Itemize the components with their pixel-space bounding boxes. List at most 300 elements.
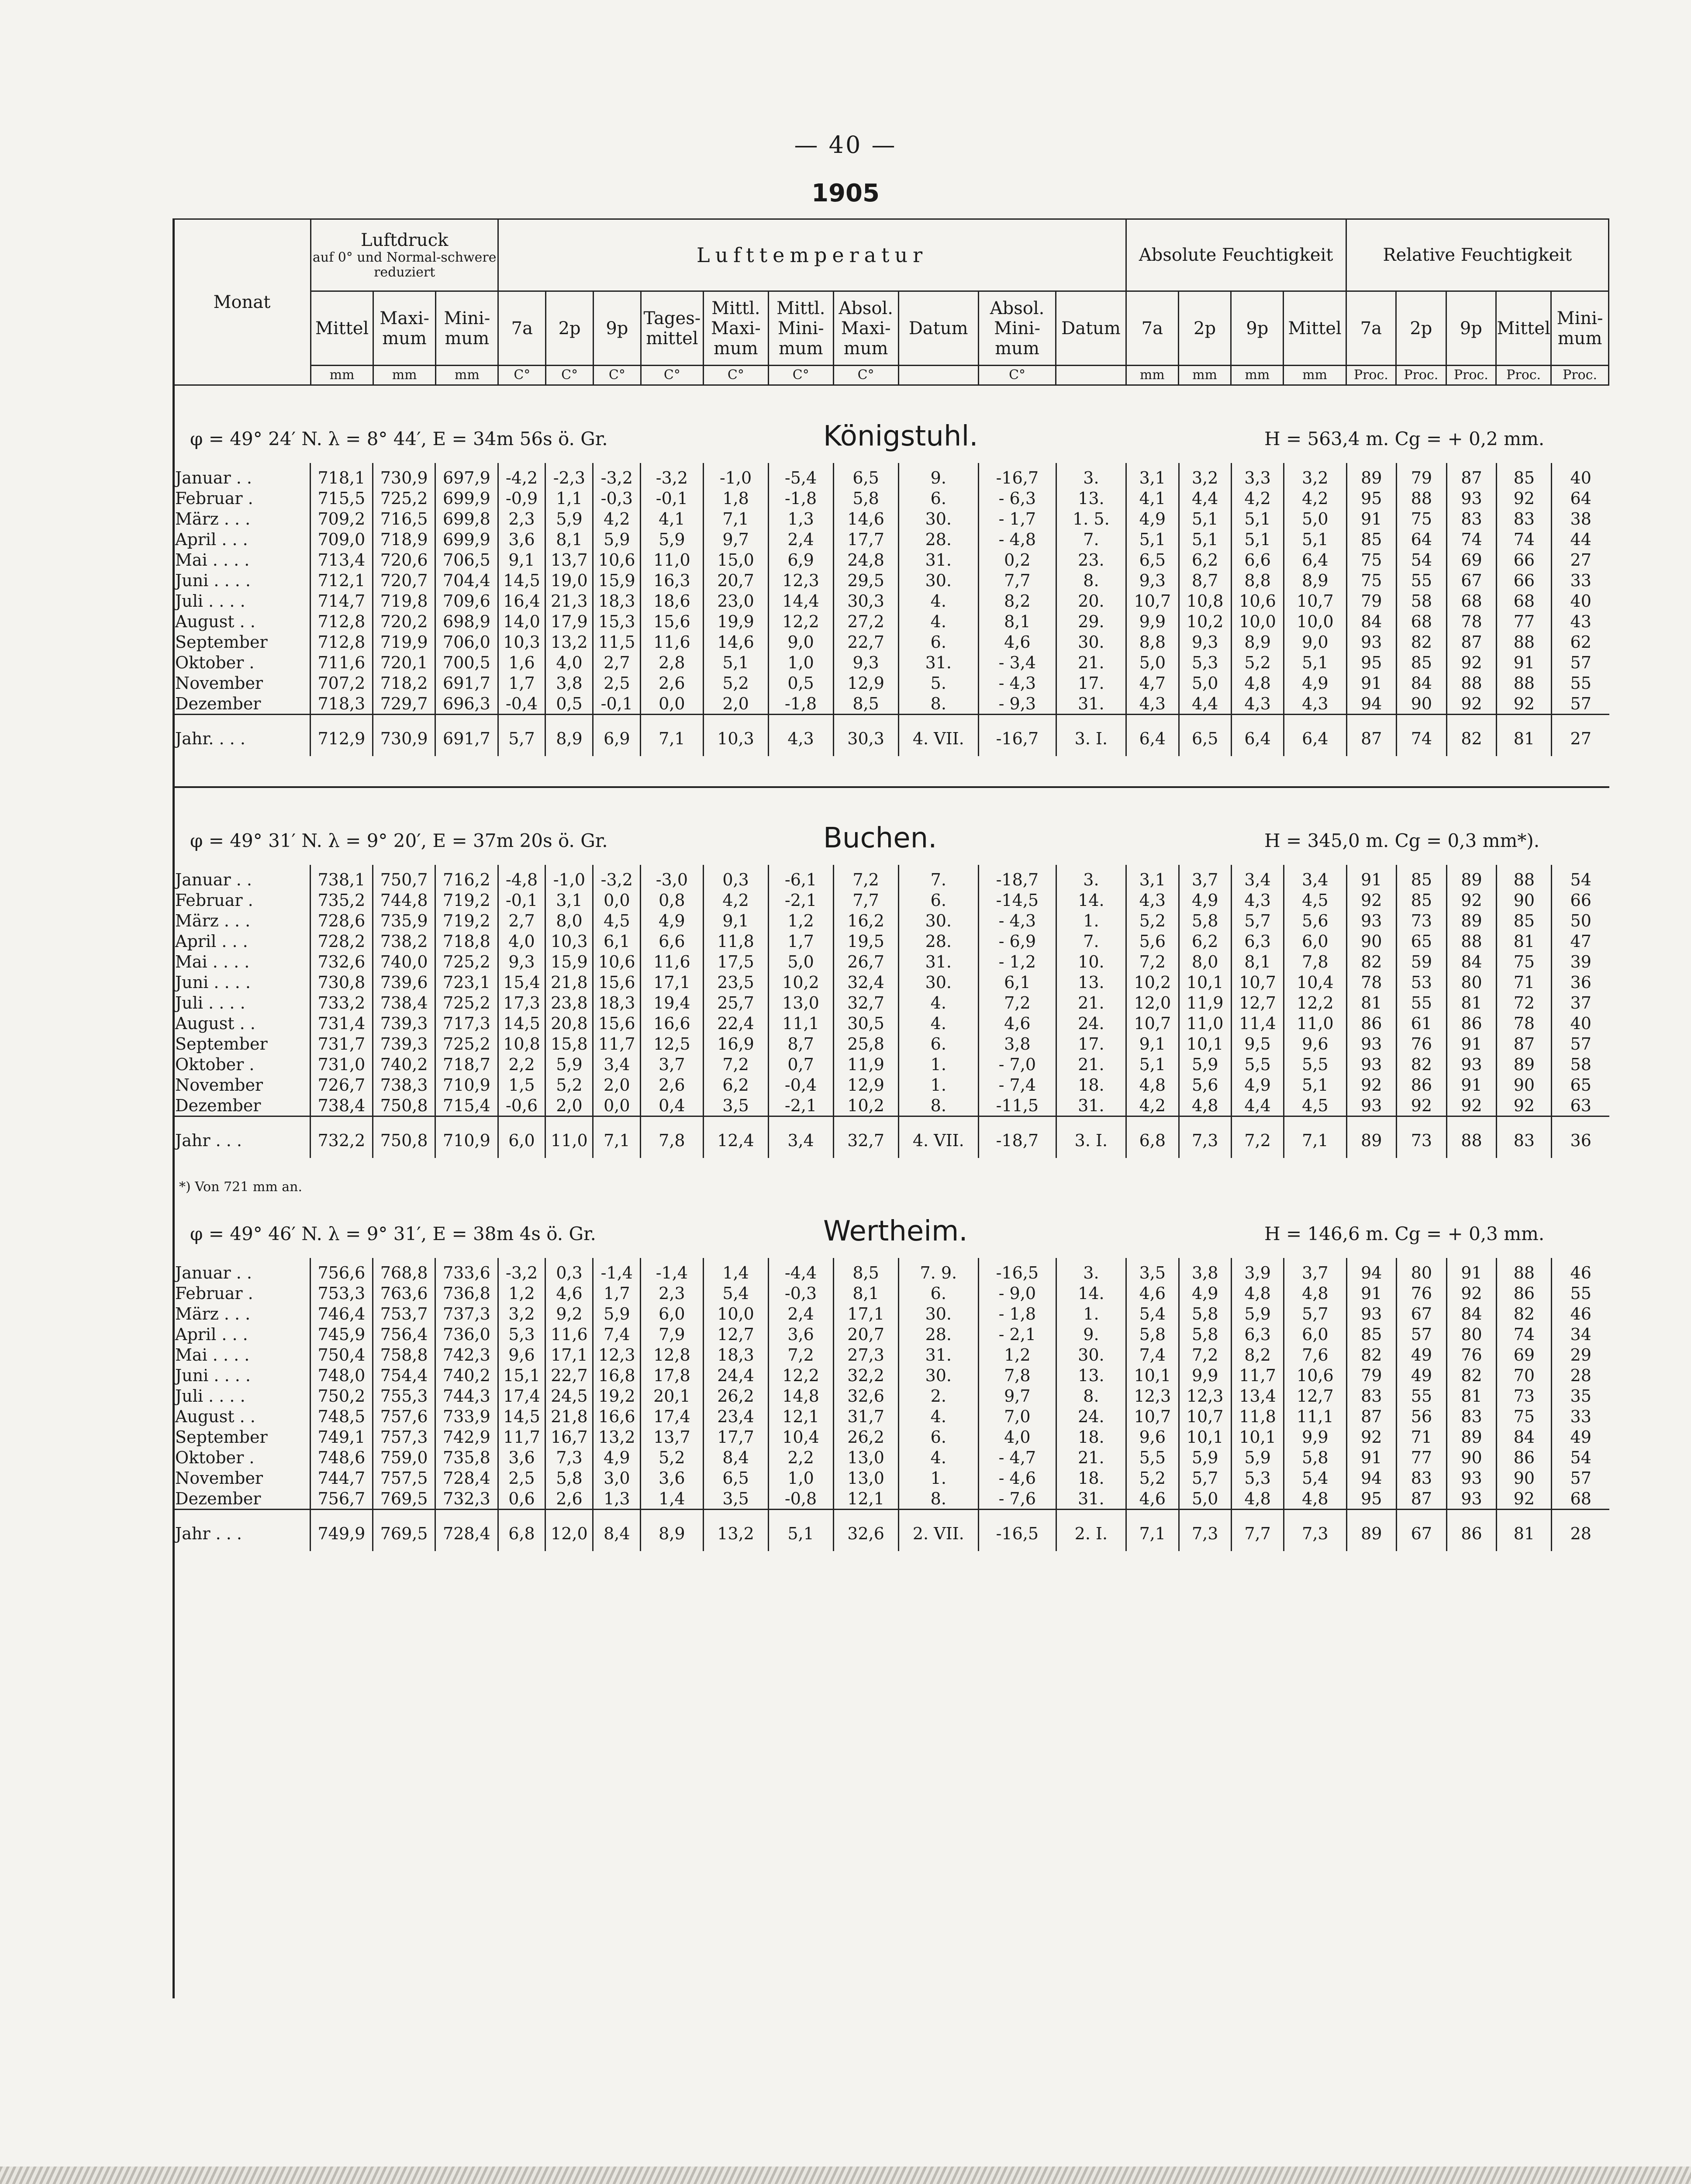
month-row: [173, 910, 1609, 931]
data-cell: 1,3: [768, 508, 833, 529]
data-cell: 699,9: [435, 488, 498, 508]
data-cell: 9,1: [498, 549, 545, 570]
data-cell: 7,1: [1284, 1116, 1346, 1158]
station-height: H = 563,4 m. Cg = + 0,2 mm.: [1264, 428, 1545, 449]
data-cell: 31.: [898, 951, 978, 972]
data-cell: 15,3: [593, 611, 641, 632]
data-cell: 14.: [1056, 1283, 1126, 1303]
data-cell: 8,2: [978, 591, 1056, 611]
data-cell: 94: [1346, 693, 1397, 715]
data-cell: 5,5: [1284, 1054, 1346, 1075]
data-cell: 3,1: [545, 890, 593, 910]
data-cell: 77: [1497, 611, 1552, 632]
unit-c-1: C°: [498, 366, 546, 385]
data-cell: 3,3: [1231, 463, 1284, 488]
data-cell: 37: [1552, 992, 1609, 1013]
data-cell: 19,4: [641, 992, 703, 1013]
data-cell: 74: [1497, 1324, 1552, 1344]
data-cell: 10,7: [1126, 591, 1179, 611]
data-cell: 2,8: [641, 652, 703, 673]
data-cell: 4,2: [1231, 488, 1284, 508]
data-cell: 54: [1552, 1447, 1609, 1468]
data-cell: - 9,3: [978, 693, 1056, 715]
data-cell: 3,6: [498, 1447, 545, 1468]
data-cell: 4,5: [593, 910, 641, 931]
data-cell: 11,0: [545, 1116, 593, 1158]
data-cell: 10,6: [1284, 1365, 1346, 1386]
month-row: [173, 1054, 1609, 1075]
data-cell: 0,4: [641, 1095, 703, 1116]
data-cell: 28: [1552, 1365, 1609, 1386]
data-cell: 704,4: [435, 570, 498, 591]
data-cell: 720,2: [373, 611, 435, 632]
data-cell: 85: [1397, 865, 1447, 890]
data-cell: 83: [1497, 1116, 1552, 1158]
data-cell: 5,5: [1126, 1447, 1179, 1468]
data-cell: 31.: [1056, 1488, 1126, 1510]
data-cell: 57: [1552, 1468, 1609, 1488]
data-cell: 748,0: [310, 1365, 373, 1386]
data-cell: 6,5: [833, 463, 898, 488]
data-cell: 64: [1397, 529, 1447, 549]
data-cell: 7,7: [1231, 1510, 1284, 1552]
data-cell: 0,0: [593, 1095, 641, 1116]
month-row: [173, 992, 1609, 1013]
data-cell: 3,2: [1179, 463, 1231, 488]
data-cell: 714,7: [310, 591, 373, 611]
station-name: Buchen.: [823, 822, 937, 854]
data-cell: - 6,9: [978, 931, 1056, 951]
data-cell: 12,1: [833, 1488, 898, 1510]
data-cell: 87: [1446, 463, 1497, 488]
data-cell: -0,3: [768, 1283, 833, 1303]
data-cell: 7,2: [1231, 1116, 1284, 1158]
data-cell: 84: [1346, 611, 1397, 632]
data-cell: 76: [1397, 1033, 1447, 1054]
month-row: [173, 972, 1609, 992]
data-cell: -2,1: [768, 890, 833, 910]
data-cell: 6,0: [641, 1303, 703, 1324]
data-cell: 40: [1552, 1013, 1609, 1033]
data-cell: 12,9: [833, 1075, 898, 1095]
data-cell: 87: [1446, 632, 1497, 652]
month-label: Mai . . . .: [175, 550, 250, 570]
data-cell: 4,8: [1231, 1283, 1284, 1303]
data-cell: 66: [1497, 570, 1552, 591]
data-cell: 21.: [1056, 1054, 1126, 1075]
data-cell: 11,0: [1179, 1013, 1231, 1033]
data-cell: 86: [1346, 1013, 1397, 1033]
data-cell: 7,1: [1126, 1510, 1179, 1552]
month-label: Februar .: [175, 488, 253, 508]
month-row: [173, 865, 1609, 890]
data-cell: 10,1: [1126, 1365, 1179, 1386]
header-rf-9p: 9p: [1446, 291, 1496, 366]
station-section: [173, 1206, 1609, 1551]
data-cell: 25,8: [833, 1033, 898, 1054]
data-cell: 4,3: [1231, 890, 1284, 910]
data-cell: 80: [1397, 1258, 1447, 1283]
data-cell: 87: [1397, 1488, 1447, 1510]
data-cell: 80: [1446, 972, 1497, 992]
data-cell: 5,8: [1179, 910, 1231, 931]
data-cell: 1,5: [498, 1075, 545, 1095]
data-cell: 5,0: [1126, 652, 1179, 673]
month-label: März . . .: [175, 911, 251, 930]
data-cell: 90: [1446, 1447, 1497, 1468]
data-cell: 12,0: [545, 1510, 593, 1552]
data-cell: 6,3: [1231, 931, 1284, 951]
header-monat: Monat: [173, 219, 311, 385]
data-cell: 1,2: [978, 1344, 1056, 1365]
data-cell: 709,2: [310, 508, 373, 529]
month-label: Dezember: [175, 694, 261, 713]
data-cell: 732,6: [310, 951, 373, 972]
data-cell: 5,1: [1126, 529, 1179, 549]
data-cell: 17.: [1056, 673, 1126, 693]
data-cell: 4,9: [1284, 673, 1346, 693]
data-cell: 6,0: [1284, 931, 1346, 951]
data-cell: 69: [1446, 549, 1497, 570]
data-cell: 11,7: [498, 1427, 545, 1447]
data-cell: 13,4: [1231, 1386, 1284, 1406]
month-row: [173, 1283, 1609, 1303]
data-cell: 95: [1346, 652, 1397, 673]
data-cell: 9,5: [1231, 1033, 1284, 1054]
data-cell: 2,4: [768, 1303, 833, 1324]
data-cell: 10,7: [1179, 1406, 1231, 1427]
data-cell: 10,4: [1284, 972, 1346, 992]
data-cell: 5,1: [1231, 529, 1284, 549]
data-cell: 28.: [898, 1324, 978, 1344]
data-cell: 6,5: [703, 1468, 768, 1488]
data-cell: 11,8: [703, 931, 768, 951]
data-cell: 22,4: [703, 1013, 768, 1033]
header-temp-7a: 7a: [498, 291, 546, 366]
data-cell: - 4,3: [978, 673, 1056, 693]
unit-blank-2: [1056, 366, 1126, 385]
data-cell: 88: [1497, 632, 1552, 652]
data-cell: 4,6: [1126, 1488, 1179, 1510]
data-cell: 12,5: [641, 1033, 703, 1054]
data-cell: 82: [1346, 1344, 1397, 1365]
header-rf-7a: 7a: [1346, 291, 1396, 366]
data-cell: 55: [1397, 1386, 1447, 1406]
station-data-table: [173, 1258, 1609, 1551]
data-cell: 7,1: [641, 715, 703, 757]
data-cell: 5.: [898, 673, 978, 693]
data-cell: 0,7: [768, 1054, 833, 1075]
data-cell: 88: [1446, 1116, 1497, 1158]
unit-proc-5: Proc.: [1551, 366, 1609, 385]
data-cell: 68: [1552, 1488, 1609, 1510]
data-cell: 21.: [1056, 992, 1126, 1013]
data-cell: 2,0: [593, 1075, 641, 1095]
data-cell: 32,6: [833, 1510, 898, 1552]
data-cell: - 4,8: [978, 529, 1056, 549]
data-cell: 93: [1446, 1468, 1497, 1488]
data-cell: 87: [1346, 1406, 1397, 1427]
data-cell: 72: [1497, 992, 1552, 1013]
data-cell: 715,4: [435, 1095, 498, 1116]
data-cell: -18,7: [978, 1116, 1056, 1158]
data-cell: -1,4: [641, 1258, 703, 1283]
month-row: [173, 890, 1609, 910]
data-cell: 90: [1397, 693, 1447, 715]
data-cell: 15,0: [703, 549, 768, 570]
data-cell: 16,6: [593, 1406, 641, 1427]
data-cell: 738,2: [373, 931, 435, 951]
data-cell: 92: [1446, 652, 1497, 673]
data-cell: 1,1: [545, 488, 593, 508]
data-cell: 17,4: [498, 1386, 545, 1406]
data-cell: - 1,8: [978, 1303, 1056, 1324]
data-cell: 7,6: [1284, 1344, 1346, 1365]
header-lufttemperatur: Lufttemperatur: [498, 219, 1126, 291]
data-cell: 14,5: [498, 570, 545, 591]
data-cell: 15,6: [593, 972, 641, 992]
month-row: [173, 488, 1609, 508]
data-cell: 718,8: [435, 931, 498, 951]
data-cell: 11,4: [1231, 1013, 1284, 1033]
data-cell: 84: [1446, 951, 1497, 972]
data-cell: 1,4: [703, 1258, 768, 1283]
data-cell: - 6,3: [978, 488, 1056, 508]
data-cell: 8,2: [1231, 1344, 1284, 1365]
data-cell: 5,5: [1231, 1054, 1284, 1075]
data-cell: 11,8: [1231, 1406, 1284, 1427]
data-cell: 5,9: [1179, 1447, 1231, 1468]
data-cell: 4.: [898, 1406, 978, 1427]
data-cell: 93: [1346, 1033, 1397, 1054]
data-cell: 5,6: [1179, 1075, 1231, 1095]
data-cell: 10,2: [833, 1095, 898, 1116]
data-cell: 90: [1346, 931, 1397, 951]
data-cell: -3,2: [593, 463, 641, 488]
data-cell: 91: [1497, 652, 1552, 673]
data-cell: 749,9: [310, 1510, 373, 1552]
data-cell: 5,8: [1284, 1447, 1346, 1468]
data-cell: 2,6: [545, 1488, 593, 1510]
data-cell: 85: [1397, 890, 1447, 910]
data-cell: 13,0: [833, 1447, 898, 1468]
data-cell: 5,2: [1126, 910, 1179, 931]
data-cell: 12,2: [768, 1365, 833, 1386]
data-cell: 3. I.: [1056, 1116, 1126, 1158]
month-label: Juni . . . .: [175, 1365, 251, 1385]
data-cell: - 7,6: [978, 1488, 1056, 1510]
data-cell: 50: [1552, 910, 1609, 931]
data-cell: 85: [1397, 652, 1447, 673]
data-cell: 17,7: [833, 529, 898, 549]
data-cell: 8,9: [1231, 632, 1284, 652]
data-cell: - 7,4: [978, 1075, 1056, 1095]
data-cell: 735,2: [310, 890, 373, 910]
data-cell: 738,3: [373, 1075, 435, 1095]
data-cell: 1.: [898, 1054, 978, 1075]
data-cell: 62: [1552, 632, 1609, 652]
data-cell: 26,2: [703, 1386, 768, 1406]
data-cell: 4,9: [1126, 508, 1179, 529]
data-cell: 29: [1552, 1344, 1609, 1365]
data-cell: 49: [1397, 1365, 1447, 1386]
unit-proc-3: Proc.: [1446, 366, 1496, 385]
unit-c-3: C°: [594, 366, 641, 385]
data-cell: 756,4: [373, 1324, 435, 1344]
data-cell: 6.: [898, 632, 978, 652]
month-label: April . . .: [175, 1324, 248, 1344]
data-cell: 8,0: [1179, 951, 1231, 972]
data-cell: 4.: [898, 611, 978, 632]
data-cell: 5,9: [641, 529, 703, 549]
data-cell: 6.: [898, 1427, 978, 1447]
data-cell: 9,9: [1126, 611, 1179, 632]
data-cell: 10,3: [498, 632, 545, 652]
data-cell: 7,4: [593, 1324, 641, 1344]
data-cell: 79: [1397, 463, 1447, 488]
data-cell: - 4,7: [978, 1447, 1056, 1468]
data-cell: 736,0: [435, 1324, 498, 1344]
data-cell: 30,3: [833, 591, 898, 611]
data-cell: 27,3: [833, 1344, 898, 1365]
data-cell: -0,6: [498, 1095, 545, 1116]
header-luftdruck-label: Luftdruck: [361, 230, 449, 250]
station-height: H = 345,0 m. Cg = 0,3 mm*).: [1264, 830, 1540, 851]
data-cell: 90: [1497, 1075, 1552, 1095]
data-cell: 4,0: [978, 1427, 1056, 1447]
data-cell: 93: [1346, 1054, 1397, 1075]
station-coordinates: φ = 49° 46′ N. λ = 9° 31′, E = 38m 4s ö. Gr.: [190, 1223, 596, 1244]
data-cell: 86: [1446, 1510, 1497, 1552]
month-row: [173, 951, 1609, 972]
data-cell: 92: [1446, 693, 1497, 715]
data-cell: 738,1: [310, 865, 373, 890]
data-cell: 93: [1446, 1054, 1497, 1075]
data-cell: 20,7: [833, 1324, 898, 1344]
data-cell: 3,4: [1231, 865, 1284, 890]
data-cell: 4,6: [978, 632, 1056, 652]
data-cell: 0,0: [593, 890, 641, 910]
data-cell: 94: [1346, 1468, 1397, 1488]
data-cell: -1,8: [768, 693, 833, 715]
data-cell: 6,2: [703, 1075, 768, 1095]
data-cell: 28.: [898, 529, 978, 549]
unit-mm-5: mm: [1178, 366, 1231, 385]
data-cell: 7,7: [833, 890, 898, 910]
data-cell: 10,4: [768, 1427, 833, 1447]
data-cell: 4,6: [545, 1283, 593, 1303]
data-cell: 9,9: [1284, 1427, 1346, 1447]
month-label: Oktober .: [175, 1054, 255, 1074]
data-cell: 7,3: [545, 1447, 593, 1468]
data-cell: 10,1: [1179, 1033, 1231, 1054]
data-cell: 3,5: [703, 1488, 768, 1510]
data-cell: 707,2: [310, 673, 373, 693]
data-cell: 89: [1446, 865, 1497, 890]
data-cell: 2,5: [498, 1468, 545, 1488]
data-cell: 30,5: [833, 1013, 898, 1033]
data-cell: 83: [1397, 1468, 1447, 1488]
data-cell: 3,9: [1231, 1258, 1284, 1283]
data-cell: 6,2: [1179, 931, 1231, 951]
data-cell: 8,0: [545, 910, 593, 931]
data-cell: 5,1: [768, 1510, 833, 1552]
data-cell: 5,2: [703, 673, 768, 693]
data-cell: 3,2: [498, 1303, 545, 1324]
data-cell: 730,9: [373, 463, 435, 488]
data-cell: 4,0: [498, 931, 545, 951]
data-cell: 71: [1497, 972, 1552, 992]
data-cell: 54: [1552, 865, 1609, 890]
data-cell: 75: [1497, 1406, 1552, 1427]
data-cell: 14,6: [833, 508, 898, 529]
data-cell: 739,3: [373, 1013, 435, 1033]
month-row: [173, 1344, 1609, 1365]
data-cell: 4,6: [1126, 1283, 1179, 1303]
data-cell: 2,3: [641, 1283, 703, 1303]
month-label: September: [175, 632, 268, 652]
data-cell: 744,7: [310, 1468, 373, 1488]
data-cell: 92: [1497, 693, 1552, 715]
data-cell: 7. 9.: [898, 1258, 978, 1283]
data-cell: 81: [1497, 715, 1552, 757]
data-cell: 12,4: [703, 1116, 768, 1158]
data-cell: 84: [1446, 1303, 1497, 1324]
data-cell: 24.: [1056, 1013, 1126, 1033]
data-cell: 9,1: [703, 910, 768, 931]
data-cell: 30.: [898, 910, 978, 931]
month-row: [173, 693, 1609, 715]
data-cell: 1,8: [703, 488, 768, 508]
data-cell: 9,3: [498, 951, 545, 972]
data-cell: 12,7: [703, 1324, 768, 1344]
data-cell: 5,9: [1179, 1054, 1231, 1075]
data-cell: 1,4: [641, 1488, 703, 1510]
data-cell: 6,5: [1126, 549, 1179, 570]
data-cell: 696,3: [435, 693, 498, 715]
data-cell: 15,1: [498, 1365, 545, 1386]
data-cell: 86: [1397, 1075, 1447, 1095]
data-cell: 46: [1552, 1303, 1609, 1324]
month-label: August . .: [175, 612, 255, 631]
data-cell: 735,8: [435, 1447, 498, 1468]
data-cell: 89: [1446, 910, 1497, 931]
data-cell: 11,6: [641, 632, 703, 652]
data-cell: 8,8: [1126, 632, 1179, 652]
data-cell: 6,4: [1284, 715, 1346, 757]
data-cell: 16,7: [545, 1427, 593, 1447]
unit-mm-2: mm: [373, 366, 436, 385]
header-mittl-min: Mittl. Mini-mum: [768, 291, 833, 366]
station-coordinates: φ = 49° 24′ N. λ = 8° 44′, E = 34m 56s ö. Gr.: [190, 428, 608, 449]
data-cell: 86: [1497, 1283, 1552, 1303]
month-label: November: [175, 1468, 263, 1488]
data-cell: 711,6: [310, 652, 373, 673]
data-cell: 753,3: [310, 1283, 373, 1303]
data-cell: 706,0: [435, 632, 498, 652]
data-cell: 23,4: [703, 1406, 768, 1427]
data-cell: 8,7: [768, 1033, 833, 1054]
data-cell: 15,8: [545, 1033, 593, 1054]
data-cell: 31.: [898, 652, 978, 673]
data-cell: 10,7: [1126, 1013, 1179, 1033]
header-luftdruck: [311, 219, 498, 291]
data-cell: 1. 5.: [1056, 508, 1126, 529]
data-cell: 30.: [898, 570, 978, 591]
station-info-line: [173, 411, 1609, 463]
data-cell: -5,4: [768, 463, 833, 488]
month-label: Jahr. . . .: [173, 715, 310, 757]
